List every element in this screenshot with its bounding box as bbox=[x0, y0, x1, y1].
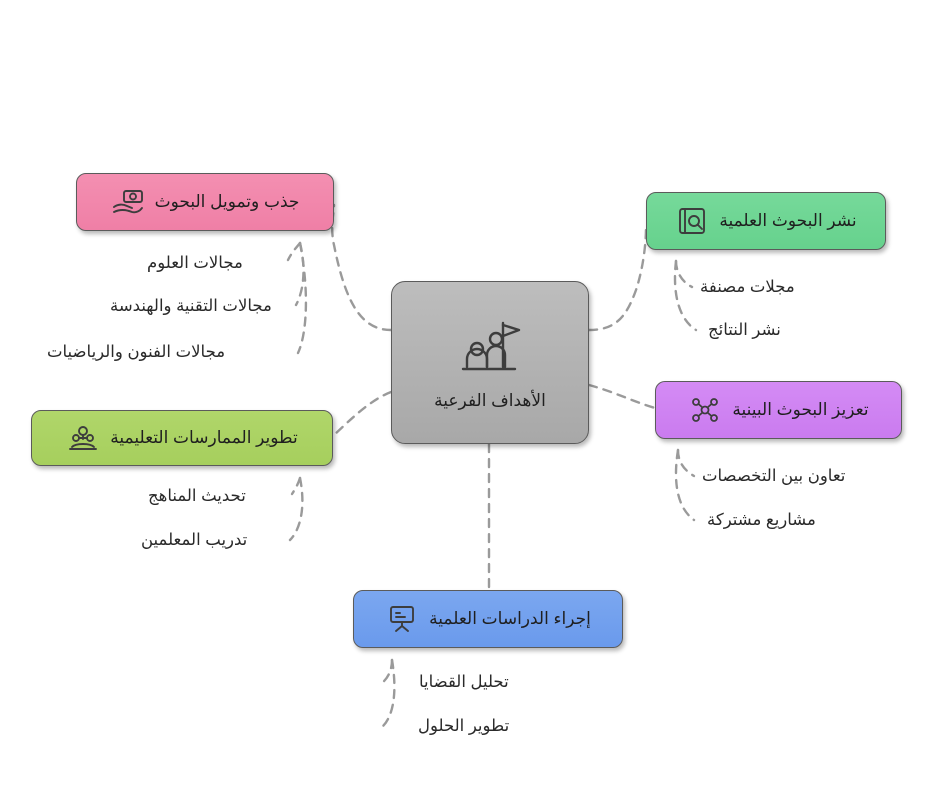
book-search-icon bbox=[675, 204, 709, 238]
presentation-board-icon bbox=[385, 602, 419, 636]
leaf-funding-1: مجالات التقنية والهندسة bbox=[110, 297, 272, 315]
node-label: تعزيز البحوث البينية bbox=[732, 399, 869, 419]
leaf-publish-0: مجلات مصنفة bbox=[700, 278, 795, 296]
leaf-studies-0: تحليل القضايا bbox=[419, 673, 509, 691]
node-teaching-practices[interactable] bbox=[31, 410, 333, 466]
leaf-teaching-1: تدريب المعلمين bbox=[141, 531, 248, 549]
leaf-publish-1: نشر النتائج bbox=[708, 321, 781, 339]
leaf-studies-1: تطوير الحلول bbox=[418, 717, 510, 735]
leaf-funding-2: مجالات الفنون والرياضيات bbox=[47, 343, 226, 361]
funding-hand-money-icon bbox=[111, 185, 145, 219]
node-funding-research[interactable] bbox=[76, 173, 334, 231]
leaf-funding-0: مجالات العلوم bbox=[147, 254, 243, 272]
teaching-idea-icon bbox=[66, 421, 100, 455]
node-publish-research[interactable] bbox=[646, 192, 886, 250]
node-label: إجراء الدراسات العلمية bbox=[429, 608, 591, 628]
node-scientific-studies[interactable] bbox=[353, 590, 623, 648]
node-label: تطوير الممارسات التعليمية bbox=[110, 427, 298, 447]
node-label: الأهداف الفرعية bbox=[434, 391, 546, 411]
node-central-sub-goals[interactable] bbox=[391, 281, 589, 444]
node-label: جذب وتمويل البحوث bbox=[154, 191, 300, 211]
leaf-interdisc-0: تعاون بين التخصصات bbox=[702, 467, 846, 485]
molecule-network-icon bbox=[688, 393, 722, 427]
node-label: نشر البحوث العلمية bbox=[719, 210, 857, 230]
leaf-interdisc-1: مشاريع مشتركة bbox=[707, 511, 816, 529]
node-interdisciplinary-research[interactable] bbox=[655, 381, 902, 439]
leaf-teaching-0: تحديث المناهج bbox=[148, 487, 246, 505]
goal-flag-people-icon bbox=[453, 311, 527, 385]
